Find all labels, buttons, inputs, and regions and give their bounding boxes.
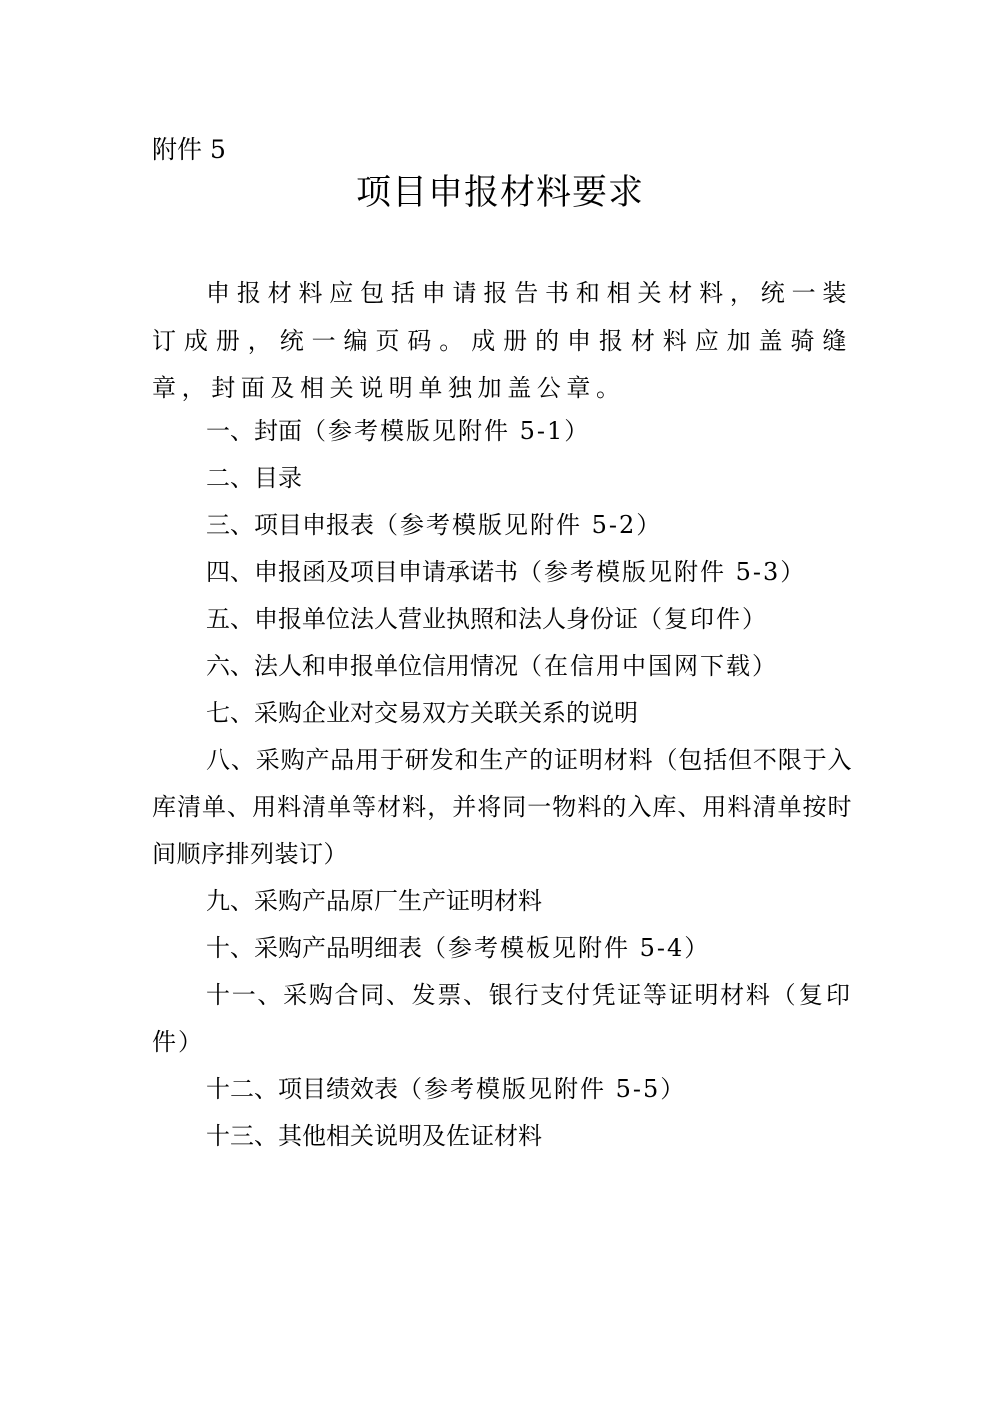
list-item — [152, 549, 852, 596]
item-note: （参考模板见附件 5-4） — [422, 934, 711, 962]
item-text: 三、项目申报表 — [206, 511, 374, 539]
list-item — [152, 408, 852, 455]
item-text: 四、申报函及项目申请承诺书 — [206, 558, 518, 586]
item-note: （参考模版见附件 5-5） — [398, 1075, 687, 1103]
item-note: （复印件） — [638, 605, 768, 633]
item-note: （在信用中国网下载） — [518, 652, 778, 680]
item-text: 五、申报单位法人营业执照和法人身份证 — [206, 605, 638, 633]
list-item — [152, 643, 852, 690]
item-note: （参考模版见附件 5-2） — [374, 511, 663, 539]
intro-paragraph: 申报材料应包括申请报告书和相关材料，统一装订成册，统一编页码。成册的申报材料应加盖骑缝章，封面及相关说明单独加盖公章。 — [152, 279, 852, 402]
item-text: 九、采购产品原厂生产证明材料 — [206, 887, 542, 915]
list-item — [152, 1066, 852, 1113]
item-text: 八、采购产品用于研发和生产的证明材料（包括但不限于入库清单、用料清单等材料，并将同一物料的入库、用料清单按时间顺序排列装订） — [152, 746, 852, 868]
attachment-label: 附件 5 — [152, 135, 226, 164]
list-item — [152, 925, 852, 972]
list-item — [152, 455, 852, 502]
item-text: 一、封面 — [206, 417, 302, 445]
requirements-list — [152, 408, 852, 1160]
item-note: （复印件） — [152, 981, 853, 1056]
document-title: 项目申报材料要求 — [355, 173, 644, 213]
item-text: 十二、项目绩效表 — [206, 1075, 398, 1103]
item-note: （参考模版见附件 5-1） — [302, 417, 591, 445]
list-item — [152, 690, 852, 737]
item-text: 十一、采购合同、发票、银行支付凭证等证明材料 — [206, 981, 772, 1009]
item-note: （参考模版见附件 5-3） — [518, 558, 807, 586]
list-item — [152, 1113, 852, 1160]
list-item — [152, 972, 852, 1066]
item-text: 十、采购产品明细表 — [206, 934, 422, 962]
list-item — [152, 502, 852, 549]
item-text: 七、采购企业对交易双方关联关系的说明 — [206, 699, 638, 727]
list-item — [152, 878, 852, 925]
list-item — [152, 596, 852, 643]
item-text: 二、目录 — [206, 464, 302, 492]
item-text: 十三、其他相关说明及佐证材料 — [206, 1122, 542, 1150]
list-item — [152, 737, 852, 878]
item-text: 六、法人和申报单位信用情况 — [206, 652, 518, 680]
